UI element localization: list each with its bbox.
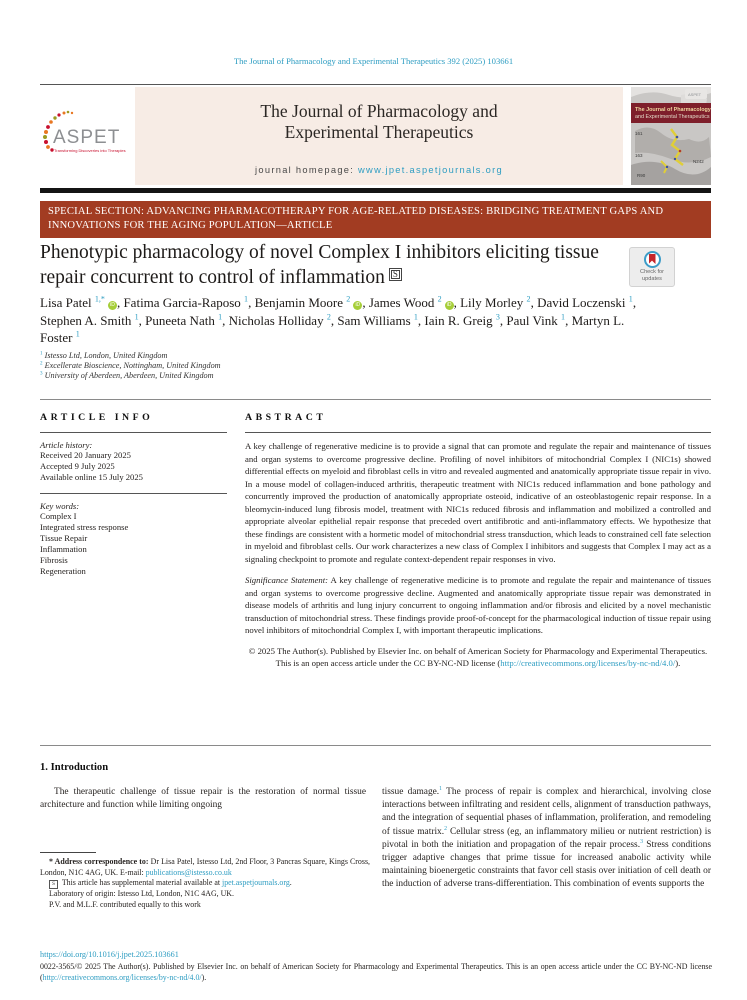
journal-title: The Journal of Pharmacology and Experimental Therapeutics <box>260 101 498 142</box>
reference-superscript[interactable]: 2 <box>444 825 447 832</box>
affiliation-superscript: 1 <box>75 329 80 339</box>
keyword-item: Tissue Repair <box>40 533 88 543</box>
supplemental-material-icon[interactable]: S <box>49 880 58 889</box>
journal-cover-thumbnail <box>631 87 711 185</box>
author: Lily Morley $^2$ <box>460 294 531 310</box>
affiliation-superscript: 2 <box>526 294 531 304</box>
author: Stephen A. Smith $^1$ <box>40 312 139 328</box>
running-head-citation: The Journal of Pharmacology and Experimental Therapeutics 392 (2025) 103661 <box>233 56 514 66</box>
history-item: Accepted 9 July 2025 <box>40 461 115 471</box>
text-link[interactable]: http://creativecommons.org/licenses/by-nc-nd/4.0/ <box>500 657 676 668</box>
author: Sam Williams $^1$ <box>337 312 418 328</box>
abstract-heading: ABSTRACT <box>245 412 327 423</box>
correspondence-footnote: * Address correspondence to: Dr Lisa Patel, Istesso Ltd, 2nd Floor, 3 Pancras Square, Kings Cross, London, N1C 4AG, UK. E-mail: publications@istesso.co.uk <box>40 857 370 877</box>
supplemental-footnote: S This article has supplemental material available at jpet.aspetjournals.org. <box>40 878 370 889</box>
article-title: Phenotypic pharmacology of novel Complex I inhibitors eliciting tissue repair concurrent to control of inflammation S <box>40 242 599 288</box>
author: Puneeta Nath $^1$ <box>145 312 223 328</box>
affiliation-superscript: 1 <box>413 312 418 322</box>
issn-copyright-line: 0022-3565/© 2025 The Author(s). Published by Elsevier Inc. on behalf of American Society for Pharmacology and Experimental Therapeutics. This is an open access article under the CC BY-NC-ND license (http://creativecommons.org/licenses/by-nc-nd/4.0/). <box>40 962 712 982</box>
keyword-item: Integrated stress response <box>40 522 129 532</box>
history-item: Received 20 January 2025 <box>40 450 131 460</box>
footnote-block <box>40 852 370 910</box>
orcid-icon[interactable]: iD <box>353 301 362 310</box>
journal-header <box>40 87 711 185</box>
keyword-item: Inflammation <box>40 544 87 554</box>
author: Lisa Patel $^{1,*}$iD <box>40 295 117 310</box>
affiliation: $^3$ University of Aberdeen, Aberdeen, United Kingdom <box>40 370 214 380</box>
journal-title-panel <box>135 87 623 185</box>
affiliation-superscript: 1,* <box>94 294 105 304</box>
affiliation-superscript: 1 <box>628 294 633 304</box>
affiliation-superscript: 1 <box>134 312 139 322</box>
cover-caption-line1: The Journal of Pharmacology <box>635 107 711 113</box>
intro-left-column <box>40 786 366 812</box>
supplemental-material-icon[interactable]: S <box>389 268 402 281</box>
abstract-copyright: © 2025 The Author(s). Published by Elsevier Inc. on behalf of American Society for Pharmacology and Experimental Therapeutics. This is an open access article under the CC BY-NC-ND license (http://creativecommons.org/licenses/by-nc-nd/4.0/). <box>248 645 708 668</box>
special-section-banner: SPECIAL SECTION: ADVANCING PHARMACOTHERAPY FOR AGE-RELATED DISEASES: BRIDGING TREATMENT GAPS AND INNOVATIONS FOR THE AGING POPULATION—ARTICLE <box>40 201 711 238</box>
article-info-separator <box>40 493 227 494</box>
text-link[interactable]: publications@istesso.co.uk <box>145 867 232 877</box>
article-history-list <box>40 450 227 483</box>
doi-link[interactable]: https://doi.org/10.1016/j.jpet.2025.103661 <box>40 950 179 959</box>
affiliation: $^2$ Excellerate Bioscience, Nottingham, United Kingdom <box>40 360 221 370</box>
intro-left-paragraph: The therapeutic challenge of tissue repair is the restoration of normal tissue architecture and function while limiting ongoing <box>40 787 366 811</box>
author: James Wood $^2$iD <box>369 295 454 310</box>
svg-text:163: 163 <box>635 153 643 158</box>
affiliation-superscript: 1 <box>244 294 249 304</box>
footnote-rule <box>40 852 96 853</box>
author: Nicholas Holliday $^2$ <box>228 312 331 328</box>
affiliation-superscript: 2 <box>326 312 331 322</box>
journal-homepage-line <box>135 165 623 175</box>
svg-text:ASPET: ASPET <box>53 127 121 148</box>
check-updates-icon <box>644 251 661 268</box>
section-rule <box>40 399 711 400</box>
affiliation-superscript: 1 <box>561 312 566 322</box>
masthead-top-rule <box>40 84 711 85</box>
homepage-link[interactable]: www.jpet.aspetjournals.org <box>358 165 503 175</box>
article-info-rule <box>40 432 227 433</box>
significance-statement: Significance Statement: A key challenge of regenerative medicine is to promote and regulate the repair and maintenance of tissues and organ systems to overcome progressive decline. Augmented and anatomically appropriate tissue repair was demonstrated in disease models of arthritis and lung injury concurrent to ongoing inflammation and/or fibrosis and elicited by a novel mechanistic transduction of mitochondrial stress. These findings provide proof-of-concept for the pharmacological induction of tissue repair using novel inhibitors of mitochondrial Complex I, with important therapeutic implications. <box>245 575 711 635</box>
aspet-logo-graphic <box>40 107 132 165</box>
abstract-column <box>245 412 711 669</box>
author: Paul Vink $^1$ <box>506 312 566 328</box>
cover-caption-line2: and Experimental Therapeutics <box>635 114 710 120</box>
author-list: Lisa Patel $^{1,*}$iD , Fatima Garcia-Raposo $^1$, Benjamin Moore $^2$iD , James Wood $^2$iD , Lily Morley $^2$, David Loczenski $^1$, Stephen A. Smith $^1$, Puneeta Nath $^1$, Nicholas Holliday $^2$, Sam Williams $^1$, Iain R. Greig $^3$, Paul Vink $^1$, Martyn L. Foster $^1$ <box>40 294 637 345</box>
author: David Loczenski $^1$ <box>537 294 633 310</box>
aspet-logo <box>40 87 135 185</box>
affiliation-superscript: 1 <box>218 312 223 322</box>
introduction-heading: 1. Introduction <box>40 762 109 773</box>
article-history-label: Article history: <box>40 440 93 450</box>
author: Fatima Garcia-Raposo $^1$ <box>123 294 249 310</box>
author: Iain R. Greig $^3$ <box>424 312 500 328</box>
laboratory-origin-footnote: Laboratory of origin: Istesso Ltd, London, N1C 4AG, UK. <box>49 889 234 899</box>
body-top-rule <box>40 745 711 746</box>
history-item: Available online 15 July 2025 <box>40 472 143 482</box>
affiliation-superscript: 2 <box>437 294 442 304</box>
check-for-updates-badge[interactable] <box>629 247 675 287</box>
orcid-icon[interactable]: iD <box>108 301 117 310</box>
text-link[interactable]: jpet.aspetjournals.org <box>222 878 290 888</box>
author: Martyn L. Foster $^1$ <box>40 312 625 345</box>
intro-right-column: tissue damage.$^1$ The process of repair is complex and hierarchical, involving close interactions between infiltrating and resident cells, alignment of transduction pathways, and the integration of sequential phases of inflammation, proliferation, and remodeling of tissue matrix.$^2$ Cellular stress (eg, an inflammatory milieu or nutrient restriction) is pivotal in both the initiation and propagation of the repair process.$^3$ Stress conditions trigger adaptive changes that prime tissue for increased anabolic activity while maintaining bioenergetic constraints that favor cell stasis over initiation of cell death or the induction of adverse trans-differentiation. This combination of events supports the <box>382 785 711 890</box>
orcid-icon[interactable]: iD <box>445 301 454 310</box>
affiliation-list <box>40 351 640 381</box>
keywords-label: Key words: <box>40 501 80 511</box>
abstract-rule <box>245 432 711 433</box>
svg-text:N242: N242 <box>693 159 704 164</box>
keyword-item: Complex I <box>40 511 77 521</box>
abstract-body: A key challenge of regenerative medicine is to provide a signal that can promote and regulate the repair and maintenance of tissues and organ systems to overcome progressive decline. Profiling of novel inhibitors of mitochondrial Complex I (NIC1s) showed differential effects on myeloid and fibroblast cells in vitro and revealed augmented and anatomically appropriate tissue repair in vivo. In a mouse model of collagen-induced arthritis, therapeutic treatment with NIC1s reduced inflammation and bone pathology and concurrently improved the production of anatomically appropriate osteoid, indicative of an osteoblastogenic repair response. In a bleomycin-induced lung fibrosis model, treatment with NIC1s reduced fibrosis and inflammation and mobilized a controlled and appropriate alveolar epithelial repair response that preceded overt antifibrotic and anti-inflammatory effects. We hypothesize that these findings are consistent with a hormetic model of mitochondrial stress transduction, which leads to constrained cell fate selection in myeloid and fibroblast cells. Our work characterizes a new class of Complex I inhibitors and suggests that Complex I may act as a signaling checkpoint to promote and regulate context-dependent repair responses in vivo. <box>245 441 711 564</box>
affiliation-superscript: 2 <box>346 294 351 304</box>
keywords-list <box>40 511 227 577</box>
svg-text:R90: R90 <box>637 173 646 178</box>
article-info-column <box>40 412 227 577</box>
svg-text:161: 161 <box>635 131 643 136</box>
reference-superscript[interactable]: 1 <box>439 785 443 792</box>
svg-text:ASPET: ASPET <box>688 92 702 97</box>
keyword-item: Regeneration <box>40 566 86 576</box>
header-divider-bar <box>40 188 711 193</box>
homepage-label: journal homepage: <box>255 165 355 175</box>
keyword-item: Fibrosis <box>40 555 68 565</box>
check-updates-label: Check for updates <box>640 269 664 282</box>
reference-superscript[interactable]: 3 <box>640 838 643 845</box>
author: Benjamin Moore $^2$iD <box>255 295 363 310</box>
affiliation: $^1$ Istesso Ltd, London, United Kingdom <box>40 350 168 360</box>
affiliation-superscript: 3 <box>495 312 500 322</box>
text-link[interactable]: http://creativecommons.org/licenses/by-nc-nd/4.0/ <box>42 972 202 982</box>
article-info-heading: ARTICLE INFO <box>40 412 154 423</box>
contribution-footnote: P.V. and M.L.F. contributed equally to this work <box>49 899 201 909</box>
aspet-tagline: Transforming Discoveries into Therapies <box>54 148 126 153</box>
